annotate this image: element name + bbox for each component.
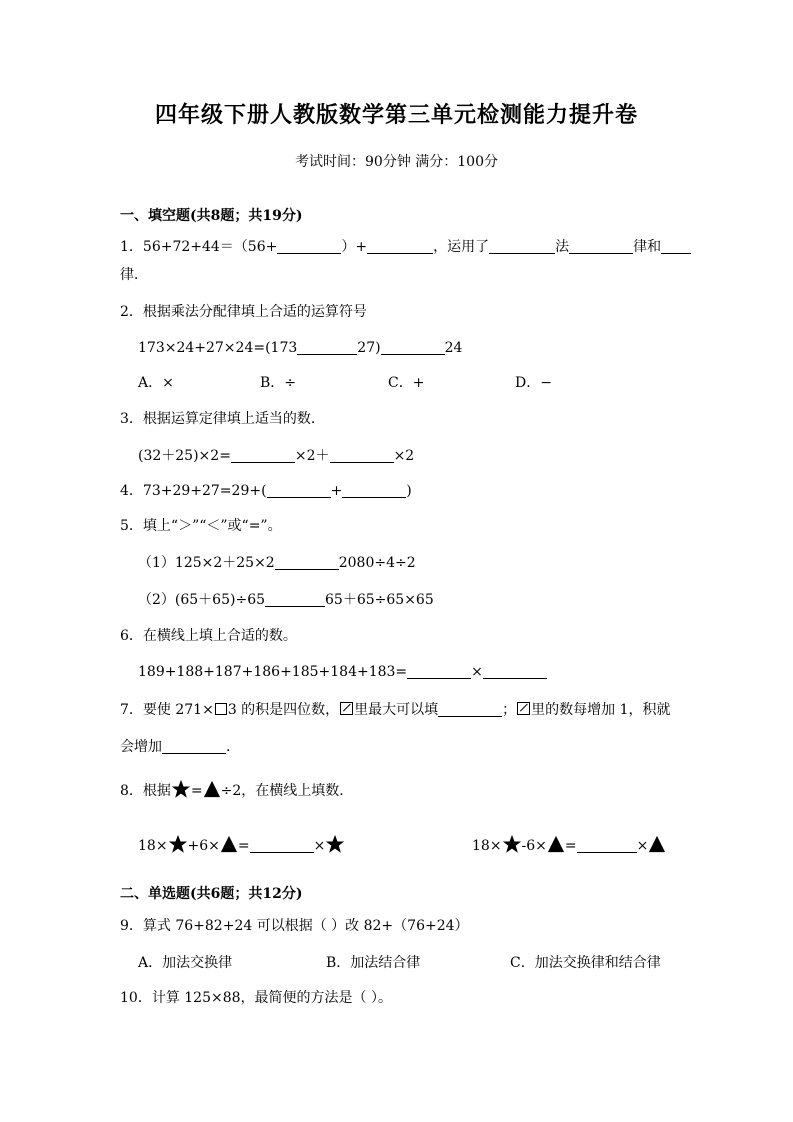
black-triangle-icon [648,835,666,853]
answer-blank[interactable] [407,663,471,679]
question-9-option-b[interactable]: B．加法结合律 [326,955,421,971]
question-4: 4．73+29+27=29+( + ) [120,483,412,499]
question-2-option-c[interactable]: C．+ [388,375,425,391]
question-3-stem: 3．根据运算定律填上适当的数． [120,411,325,427]
question-1: 1．56+72+44＝（56+ ）+ ，运用了 法 律和 [120,237,691,257]
answer-blank[interactable] [569,238,633,254]
answer-blank[interactable] [577,837,637,853]
question-2-stem: 2．根据乘法分配律填上合适的运算符号 [120,304,367,320]
answer-blank[interactable] [277,238,341,254]
answer-blank[interactable] [381,339,445,355]
question-2-expression: 173×24+27×24=(173 27) 24 [138,340,463,356]
question-5-part-2: （2）(65＋65)÷65 65＋65÷65×65 [138,592,434,608]
section-heading-fill-in: 一、填空题(共8题；共19分) [120,208,303,224]
answer-blank[interactable] [367,238,433,254]
question-7-cont: 会增加 . [120,739,231,755]
empty-box-icon [215,703,227,715]
question-2-option-d[interactable]: D．− [515,375,552,391]
answer-blank[interactable] [661,238,691,254]
black-star-icon [325,834,345,854]
question-6-stem: 6．在横线上填上合适的数。 [120,628,297,644]
answer-blank[interactable] [267,482,331,498]
question-5-part-1: （1）125×2＋25×2 2080÷4÷2 [138,555,416,571]
crossed-box-icon [340,702,353,715]
question-9-stem: 9．算式 76+82+24 可以根据（ ）改 82+（76+24） [120,918,469,934]
black-star-icon [502,834,522,854]
answer-blank[interactable] [489,238,555,254]
question-9-option-c[interactable]: C．加法交换律和结合律 [510,955,661,971]
question-1-cont: 律． [120,267,148,283]
answer-blank[interactable] [231,447,295,463]
black-star-icon [168,834,188,854]
answer-blank[interactable] [297,339,357,355]
black-triangle-icon [203,780,221,798]
black-triangle-icon [547,835,565,853]
exam-info: 考试时间：90分钟 满分：100分 [295,154,498,170]
question-8-left-expression: 18× +6× = × [138,834,345,856]
question-3-expression: (32＋25)×2= ×2＋ ×2 [138,448,415,464]
crossed-box-icon [517,702,530,715]
answer-blank[interactable] [265,591,325,607]
question-10-stem: 10．计算 125×88，最简便的方法是（ ）。 [120,990,392,1006]
question-2-option-a[interactable]: A．× [138,375,174,391]
section-heading-single-choice: 二、单选题(共6题；共12分) [120,886,303,902]
answer-blank[interactable] [275,554,339,570]
answer-blank[interactable] [162,738,226,754]
answer-blank[interactable] [438,701,502,717]
question-8-stem: 8．根据 = ÷2，在横线上填数. [120,779,344,801]
question-7: 7．要使 271× 3 的积是四位数， 里最大可以填 ； 里的数每增加 1，积就 [120,702,671,718]
question-5-stem: 5．填上“＞”“＜”或“=”。 [120,518,282,534]
question-9-option-a[interactable]: A．加法交换律 [138,955,233,971]
question-8-right-expression: 18× -6× = × [472,834,666,856]
question-6-expression: 189+188+187+186+185+184+183= × [138,662,547,682]
answer-blank[interactable] [342,482,406,498]
answer-blank[interactable] [250,837,314,853]
answer-blank[interactable] [330,447,394,463]
black-star-icon [171,779,191,799]
answer-blank[interactable] [483,663,547,679]
question-2-option-b[interactable]: B．÷ [260,375,297,391]
page-title: 四年级下册人教版数学第三单元检测能力提升卷 [154,102,638,128]
black-triangle-icon [220,835,238,853]
